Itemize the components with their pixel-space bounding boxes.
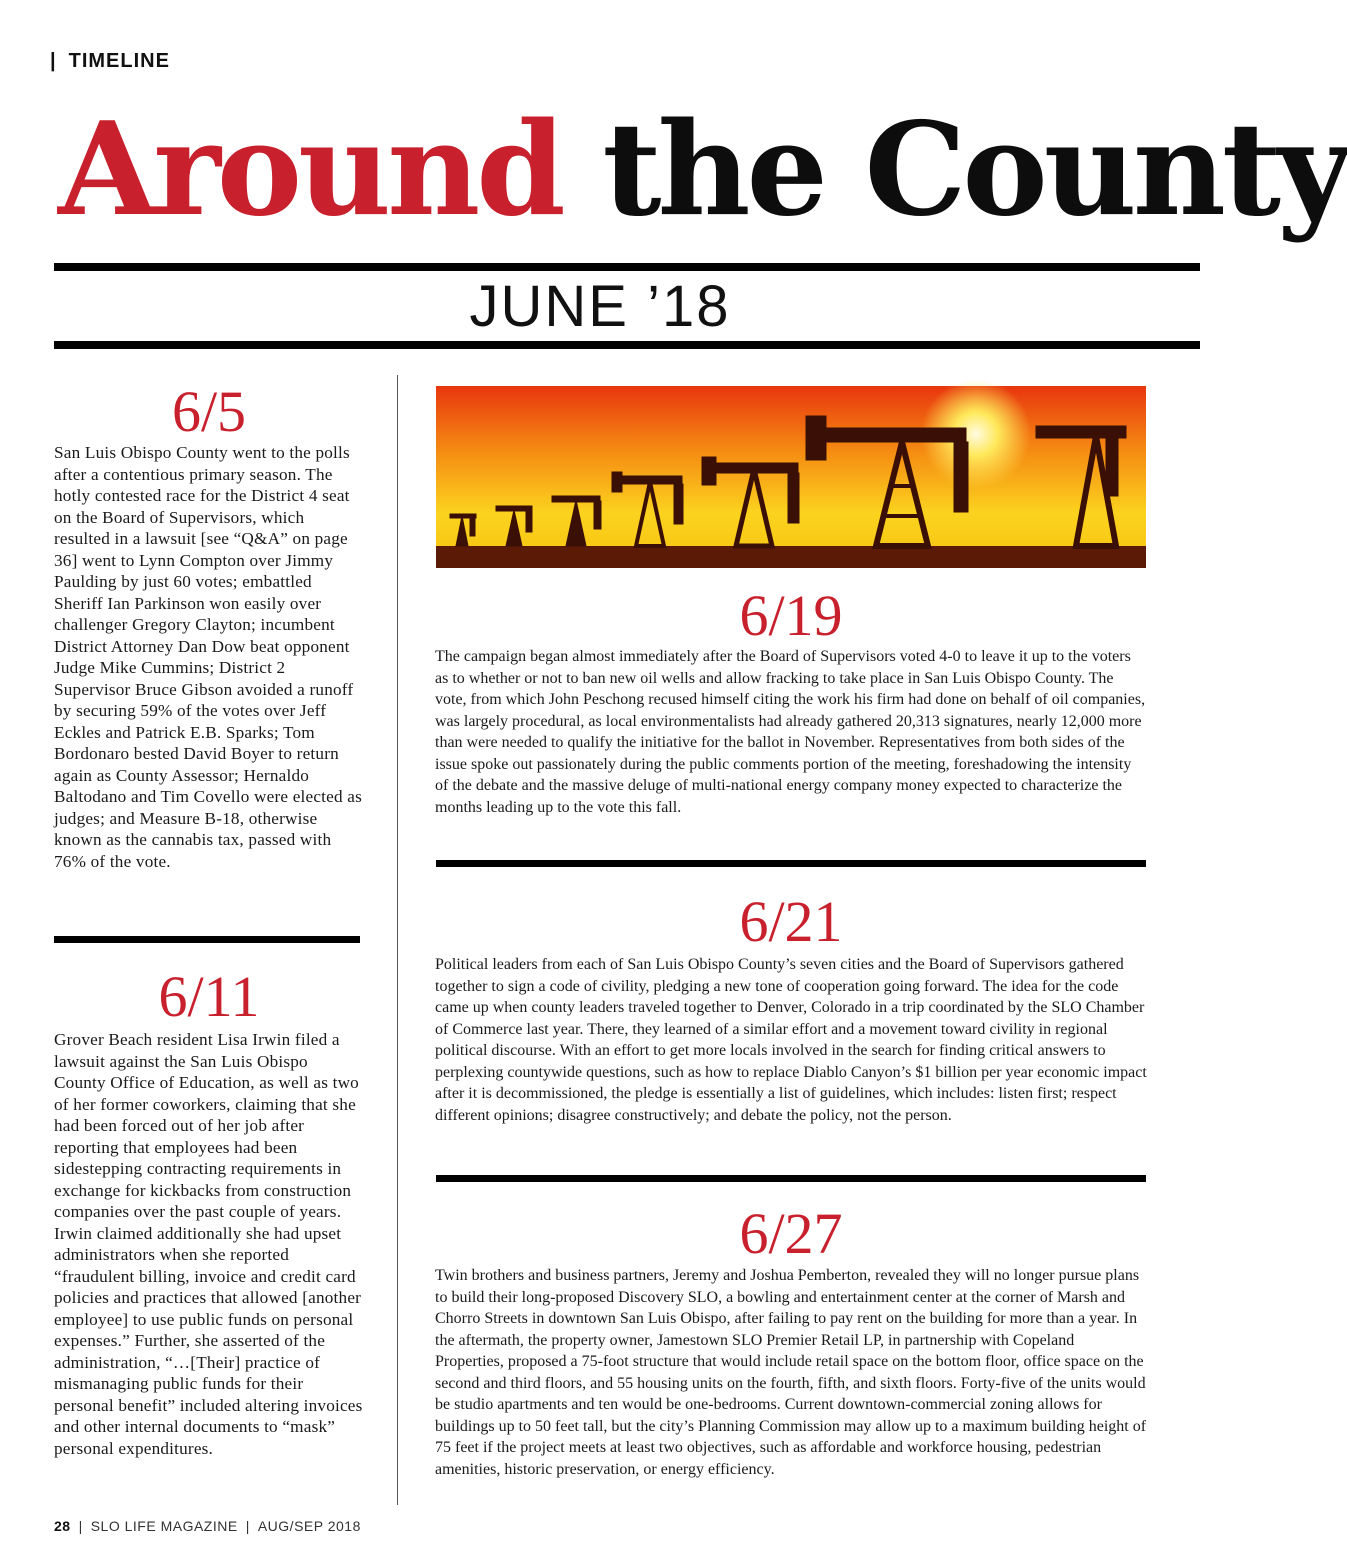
entry-text: The campaign began almost immediately after the Board of Supervisors voted 4-0 to leave it up to the voters as to whether or not to ban new oil wells and allow fracking to take place in San Luis Obispo County. The vote, from which John Peschong recused himself citing the work his firm had done on behalf of oil companies, was largely procedural, as local environmentalists had already gathered 20,313 signatures, nearly 12,000 more than were needed to qualify the initiative for the ballot in November. Representatives from both sides of the issue spoke out passionately during the public comments portion of the meeting, foreshadowing the intensity of the debate and the massive deluge of multi-national energy company money expected to characterize the months leading up to the vote this fall.: [435, 648, 1146, 816]
entry-date: 6/5: [171, 379, 247, 444]
section-label: [50, 50, 170, 73]
footer-separator: |: [245, 1518, 250, 1534]
title-rule-top: [54, 263, 1200, 271]
entry-date: 6/21: [739, 889, 843, 954]
entry-text: Political leaders from each of San Luis Obispo County’s seven cities and the Board of Supervisors gathered together to sign a code of civility, pledging a new tone of cooperation going forward. The idea for the code came up when county leaders traveled together to Denver, Colorado in a trip coordinated by the SLO Chamber of Commerce last year. There, they learned of a similar effort and a movement toward civility in regional political discourse. With an effort to get more locals involved in the search for finding critical answers to perplexing countywide questions, such as how to replace Diablo Canyon’s $1 billion per year economic impact after it is decommissioned, the pledge is essentially a list of guidelines, which includes: listen first; respect different opinions; disagree constructively; and debate the policy, not the person.: [435, 956, 1147, 1124]
entry-date: 6/27: [739, 1201, 843, 1266]
page-title-black: the County: [602, 95, 1347, 245]
entry-text: San Luis Obispo County went to the polls after a contentious primary season. The hotly contested race for the District 4 seat on the Board of Supervisors, which resulted in a lawsuit [see “Q&A” on page 36] went to Lynn Compton over Jimmy Paulding by just 60 votes; embattled Sheriff Ian Parkinson won easily over challenger Gregory Clayton; incumbent District Attorney Dan Dow beat opponent Judge Mike Cummins; District 2 Supervisor Bruce Gibson avoided a runoff by securing 59% of the votes over Jeff Eckles and Patrick E.B. Sparks; Tom Bordonaro bested David Boyer to return again as County Assessor; Hernaldo Baltodano and Tim Covello were elected as judges; and Measure B-18, otherwise known as the cannabis tax, passed with 76% of the vote.: [54, 443, 362, 871]
title-rule-bottom: [54, 341, 1200, 349]
oil-pumpjack-photo: [436, 386, 1146, 568]
section-label-text: TIMELINE: [68, 50, 170, 72]
page-title: [58, 95, 1347, 245]
page-number: 28: [54, 1518, 71, 1534]
entry-divider: [436, 1175, 1146, 1182]
entry-text: Twin brothers and business partners, Jeremy and Joshua Pemberton, revealed they will no longer pursue plans to build their long-proposed Discovery SLO, a bowling and entertainment center at the corner of Marsh and Chorro Streets in downtown San Luis Obispo, after failing to pay rent on the building for more than a year. In the aftermath, the property owner, Jamestown SLO Premier Retail LP, in partnership with Copeland Properties, proposed a 75-foot structure that would include retail space on the bottom floor, office space on the second and third floors, and 55 housing units on the fourth, fifth, and sixth floors. Forty-five of the units would be studio apartments and ten would be one-bedrooms. Current downtown-commercial zoning allows for buildings up to 50 feet tall, but the city’s Planning Commission may allow up to a maximum building height of 75 feet if the project meets at least two objectives, such as affordable and workforce housing, pedestrian amenities, historic preservation, or energy efficiency.: [435, 1267, 1147, 1478]
section-bar: |: [50, 50, 57, 72]
footer-separator: |: [78, 1518, 83, 1534]
entry-divider: [436, 860, 1146, 867]
magazine-name: SLO LIFE MAGAZINE: [90, 1518, 238, 1534]
month-heading: JUNE ’18: [469, 274, 731, 339]
entry-date: 6/19: [739, 583, 843, 648]
entry-divider: [54, 936, 360, 943]
page-title-red: Around: [58, 95, 562, 245]
column-divider: [397, 375, 398, 1505]
entry-date: 6/11: [158, 964, 260, 1029]
entry-text: Grover Beach resident Lisa Irwin filed a lawsuit against the San Luis Obispo County Office of Education, as well as two of her former coworkers, claiming that she had been forced out of her job after reporting that employees had been sidestepping contracting requirements in exchange for kickbacks from construction companies over the past couple of years. Irwin claimed additionally she had upset administrators when she reported “fraudulent billing, invoice and credit card policies and practices that allowed [another employee] to use public funds on personal expenses.” Further, she asserted of the administration, “…[Their] practice of mismanaging public funds for their personal benefit” included altering invoices and other internal documents to “mask” personal expenditures.: [54, 1030, 363, 1458]
issue-date: AUG/SEP 2018: [257, 1518, 361, 1534]
page-footer: [54, 1518, 361, 1534]
